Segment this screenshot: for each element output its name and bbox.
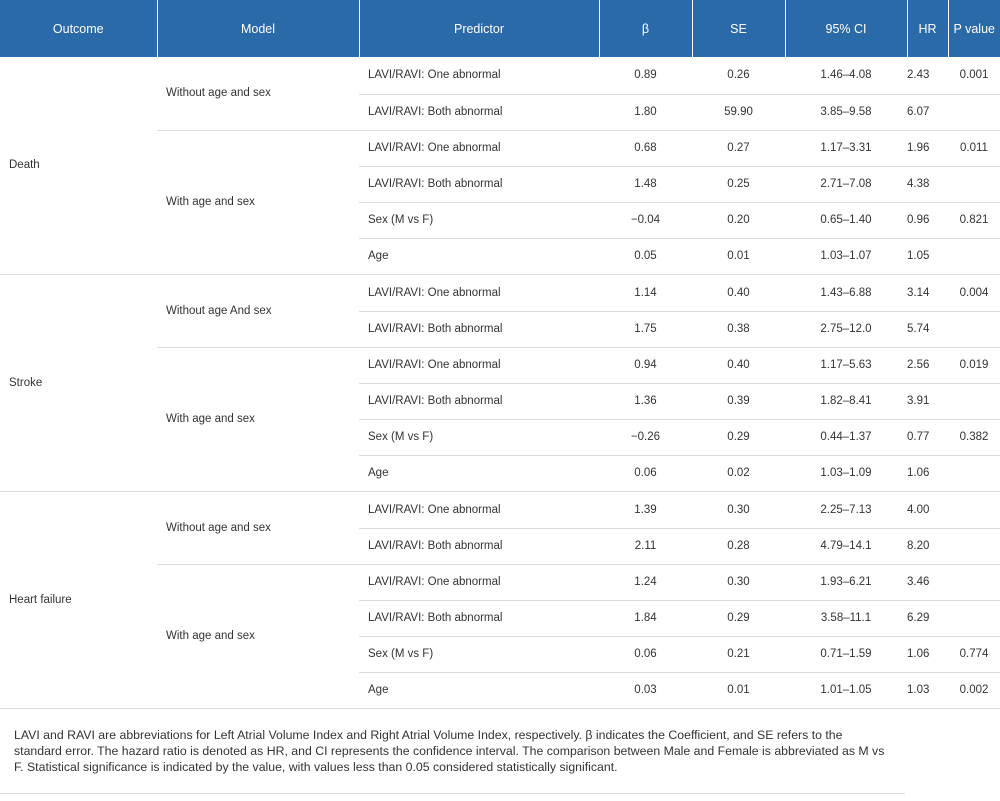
p-value-cell	[948, 491, 1000, 528]
beta-cell: 0.68	[599, 130, 692, 166]
beta-cell: 1.39	[599, 491, 692, 528]
ci-cell: 1.17–5.63	[785, 347, 907, 383]
beta-cell: 0.03	[599, 672, 692, 708]
predictor-cell: LAVI/RAVI: One abnormal	[359, 347, 599, 383]
beta-cell: 1.75	[599, 311, 692, 347]
hr-cell: 1.06	[907, 636, 948, 672]
ci-cell: 1.82–8.41	[785, 383, 907, 419]
model-cell: Without age and sex	[157, 491, 359, 564]
ci-cell: 0.71–1.59	[785, 636, 907, 672]
beta-cell: 1.80	[599, 94, 692, 130]
hr-cell: 1.05	[907, 238, 948, 274]
hr-cell: 1.96	[907, 130, 948, 166]
hr-cell: 2.43	[907, 57, 948, 94]
predictor-cell: LAVI/RAVI: Both abnormal	[359, 311, 599, 347]
predictor-cell: Age	[359, 672, 599, 708]
ci-cell: 4.79–14.1	[785, 528, 907, 564]
beta-cell: 0.06	[599, 636, 692, 672]
ci-cell: 3.85–9.58	[785, 94, 907, 130]
header-predictor: Predictor	[359, 0, 599, 57]
predictor-cell: LAVI/RAVI: One abnormal	[359, 564, 599, 600]
model-cell: With age and sex	[157, 347, 359, 491]
ci-cell: 2.71–7.08	[785, 166, 907, 202]
predictor-cell: Sex (M vs F)	[359, 636, 599, 672]
hr-cell: 3.91	[907, 383, 948, 419]
predictor-cell: LAVI/RAVI: Both abnormal	[359, 383, 599, 419]
hr-cell: 0.96	[907, 202, 948, 238]
beta-cell: 2.11	[599, 528, 692, 564]
p-value-cell	[948, 455, 1000, 491]
se-cell: 0.01	[692, 672, 785, 708]
beta-cell: 0.89	[599, 57, 692, 94]
ci-cell: 1.01–1.05	[785, 672, 907, 708]
predictor-cell: Sex (M vs F)	[359, 419, 599, 455]
se-cell: 0.20	[692, 202, 785, 238]
se-cell: 0.40	[692, 274, 785, 311]
hr-cell: 1.03	[907, 672, 948, 708]
beta-cell: 1.14	[599, 274, 692, 311]
se-cell: 0.01	[692, 238, 785, 274]
predictor-cell: LAVI/RAVI: Both abnormal	[359, 528, 599, 564]
hr-cell: 4.00	[907, 491, 948, 528]
table-row	[0, 491, 1000, 528]
predictor-cell: LAVI/RAVI: One abnormal	[359, 57, 599, 94]
se-cell: 0.25	[692, 166, 785, 202]
se-cell: 0.28	[692, 528, 785, 564]
predictor-cell: LAVI/RAVI: Both abnormal	[359, 166, 599, 202]
hr-cell: 0.77	[907, 419, 948, 455]
ci-cell: 1.43–6.88	[785, 274, 907, 311]
header-model: Model	[157, 0, 359, 57]
se-cell: 0.30	[692, 564, 785, 600]
p-value-cell	[948, 166, 1000, 202]
se-cell: 59.90	[692, 94, 785, 130]
outcome-cell: Stroke	[0, 274, 157, 491]
header-ci: 95% CI	[785, 0, 907, 57]
p-value-cell: 0.004	[948, 274, 1000, 311]
predictor-cell: LAVI/RAVI: One abnormal	[359, 130, 599, 166]
beta-cell: 1.84	[599, 600, 692, 636]
header-outcome: Outcome	[0, 0, 157, 57]
p-value-cell	[948, 528, 1000, 564]
se-cell: 0.40	[692, 347, 785, 383]
header-p-value: P value	[948, 0, 1000, 57]
se-cell: 0.26	[692, 57, 785, 94]
hr-cell: 3.14	[907, 274, 948, 311]
model-cell: With age and sex	[157, 130, 359, 274]
hr-cell: 6.07	[907, 94, 948, 130]
p-value-cell: 0.382	[948, 419, 1000, 455]
se-cell: 0.02	[692, 455, 785, 491]
ci-cell: 1.93–6.21	[785, 564, 907, 600]
hr-cell: 6.29	[907, 600, 948, 636]
hr-cell: 5.74	[907, 311, 948, 347]
predictor-cell: Age	[359, 455, 599, 491]
p-value-cell: 0.019	[948, 347, 1000, 383]
hr-cell: 4.38	[907, 166, 948, 202]
header-hr: HR	[907, 0, 948, 57]
table-row	[0, 57, 1000, 94]
table-row	[0, 274, 1000, 311]
outcome-cell: Heart failure	[0, 491, 157, 708]
ci-cell: 1.46–4.08	[785, 57, 907, 94]
beta-cell: 0.94	[599, 347, 692, 383]
hr-cell: 8.20	[907, 528, 948, 564]
p-value-cell: 0.001	[948, 57, 1000, 94]
p-value-cell: 0.002	[948, 672, 1000, 708]
ci-cell: 0.65–1.40	[785, 202, 907, 238]
model-cell: Without age And sex	[157, 274, 359, 347]
se-cell: 0.29	[692, 419, 785, 455]
p-value-cell: 0.821	[948, 202, 1000, 238]
outcome-cell: Death	[0, 57, 157, 274]
beta-cell: 1.24	[599, 564, 692, 600]
se-cell: 0.21	[692, 636, 785, 672]
ci-cell: 3.58–11.1	[785, 600, 907, 636]
header-se: SE	[692, 0, 785, 57]
ci-cell: 1.03–1.07	[785, 238, 907, 274]
model-cell: With age and sex	[157, 564, 359, 708]
se-cell: 0.30	[692, 491, 785, 528]
se-cell: 0.27	[692, 130, 785, 166]
table-body	[0, 57, 1000, 708]
ci-cell: 2.25–7.13	[785, 491, 907, 528]
predictor-cell: Age	[359, 238, 599, 274]
beta-cell: 1.36	[599, 383, 692, 419]
predictor-cell: Sex (M vs F)	[359, 202, 599, 238]
p-value-cell	[948, 94, 1000, 130]
ci-cell: 1.17–3.31	[785, 130, 907, 166]
hr-cell: 3.46	[907, 564, 948, 600]
table-footnote: LAVI and RAVI are abbreviations for Left Atrial Volume Index and Right Atrial Volume Index, respectively. β indicates the Coefficient, and SE refers to the standard error. The hazard ratio is denoted as HR, and CI represents the confidence interval. The comparison between Male and Female is abbreviated as M vs F. Statistical significance is indicated by the value, with values less than 0.05 considered statistically significant.	[0, 709, 905, 794]
ci-cell: 1.03–1.09	[785, 455, 907, 491]
se-cell: 0.29	[692, 600, 785, 636]
p-value-cell: 0.774	[948, 636, 1000, 672]
predictor-cell: LAVI/RAVI: One abnormal	[359, 274, 599, 311]
hr-cell: 1.06	[907, 455, 948, 491]
beta-cell: −0.04	[599, 202, 692, 238]
beta-cell: 1.48	[599, 166, 692, 202]
beta-cell: 0.05	[599, 238, 692, 274]
se-cell: 0.39	[692, 383, 785, 419]
p-value-cell	[948, 311, 1000, 347]
predictor-cell: LAVI/RAVI: Both abnormal	[359, 600, 599, 636]
predictor-cell: LAVI/RAVI: Both abnormal	[359, 94, 599, 130]
hr-cell: 2.56	[907, 347, 948, 383]
predictor-cell: LAVI/RAVI: One abnormal	[359, 491, 599, 528]
model-cell: Without age and sex	[157, 57, 359, 130]
se-cell: 0.38	[692, 311, 785, 347]
table-header	[0, 0, 1000, 57]
p-value-cell	[948, 600, 1000, 636]
beta-cell: −0.26	[599, 419, 692, 455]
p-value-cell	[948, 564, 1000, 600]
p-value-cell	[948, 238, 1000, 274]
beta-cell: 0.06	[599, 455, 692, 491]
p-value-cell	[948, 383, 1000, 419]
header-beta: β	[599, 0, 692, 57]
ci-cell: 2.75–12.0	[785, 311, 907, 347]
p-value-cell: 0.011	[948, 130, 1000, 166]
ci-cell: 0.44–1.37	[785, 419, 907, 455]
